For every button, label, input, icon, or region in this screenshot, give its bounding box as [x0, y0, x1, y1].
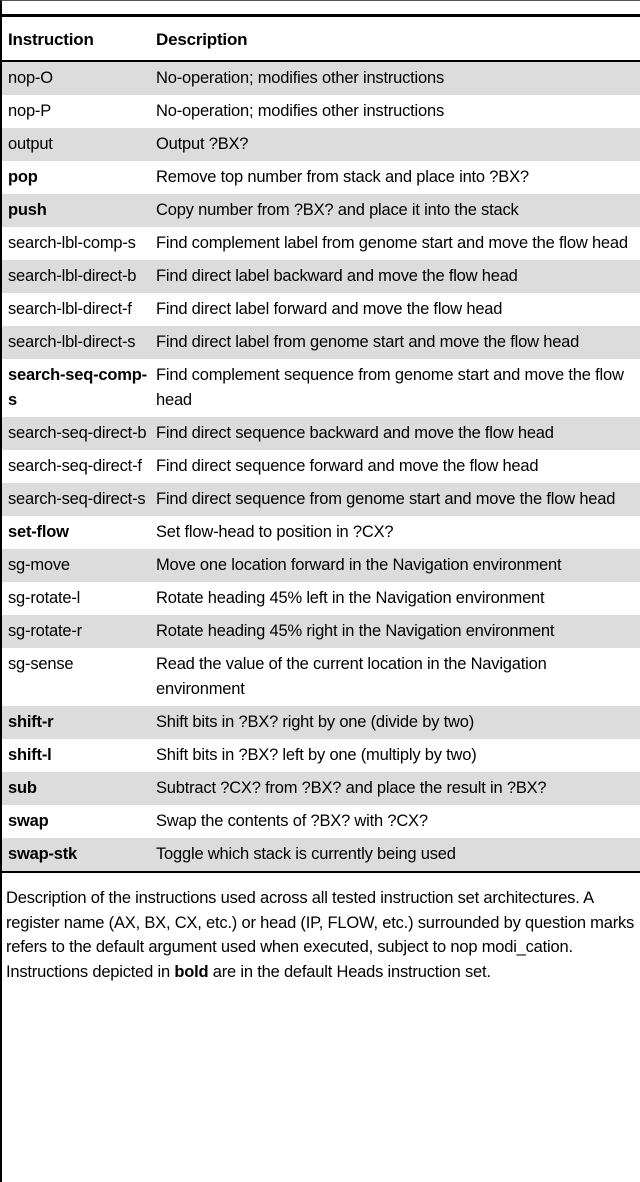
- table-caption: [2, 886, 640, 984]
- instruction-table: [2, 14, 640, 873]
- instruction-cell: search-lbl-direct-b: [8, 267, 137, 285]
- caption-text-after: are in the default Heads instruction set.: [208, 962, 491, 981]
- table-row: [2, 326, 640, 359]
- table-row: [2, 95, 640, 128]
- instruction-cell: output: [8, 135, 53, 153]
- description-cell: Shift bits in ?BX? right by one (divide by two): [156, 713, 475, 731]
- table-row: [2, 359, 640, 417]
- table-body: [2, 61, 640, 872]
- instruction-cell: sg-rotate-l: [8, 589, 81, 607]
- table-row: [2, 706, 640, 739]
- table-row: [2, 483, 640, 516]
- table-row: [2, 838, 640, 872]
- description-cell: Remove top number from stack and place into ?BX?: [156, 168, 529, 186]
- table-row: [2, 417, 640, 450]
- instruction-cell: swap: [8, 812, 49, 830]
- description-cell: Find direct sequence backward and move the flow head: [156, 424, 554, 442]
- instruction-cell: search-lbl-direct-f: [8, 300, 132, 318]
- table-row: [2, 227, 640, 260]
- description-cell: Swap the contents of ?BX? with ?CX?: [156, 812, 428, 830]
- instruction-cell: search-seq-direct-f: [8, 457, 142, 475]
- instruction-cell: search-lbl-comp-s: [8, 234, 136, 252]
- table-row: [2, 739, 640, 772]
- table-row: [2, 648, 640, 706]
- description-cell: Find direct label backward and move the flow head: [156, 267, 518, 285]
- instruction-cell: sg-sense: [8, 655, 74, 673]
- instruction-cell: sg-rotate-r: [8, 622, 82, 640]
- description-cell: Subtract ?CX? from ?BX? and place the result in ?BX?: [156, 779, 547, 797]
- instruction-cell: nop-P: [8, 102, 52, 120]
- instruction-cell: shift-r: [8, 713, 54, 731]
- description-cell: Shift bits in ?BX? left by one (multiply by two): [156, 746, 477, 764]
- instruction-cell: pop: [8, 168, 38, 186]
- instruction-cell: push: [8, 201, 47, 219]
- description-cell: Set flow-head to position in ?CX?: [156, 523, 394, 541]
- table-row: [2, 260, 640, 293]
- table-row: [2, 61, 640, 95]
- description-cell: No-operation; modifies other instructions: [156, 69, 445, 87]
- table-row: [2, 194, 640, 227]
- description-cell: Copy number from ?BX? and place it into the stack: [156, 201, 519, 219]
- instruction-cell: search-seq-comp-s: [8, 366, 147, 409]
- description-cell: Rotate heading 45% left in the Navigation environment: [156, 589, 545, 607]
- table-header: [2, 16, 640, 62]
- description-cell: No-operation; modifies other instructions: [156, 102, 445, 120]
- description-cell: Rotate heading 45% right in the Navigation environment: [156, 622, 555, 640]
- instruction-cell: search-lbl-direct-s: [8, 333, 136, 351]
- table-row: [2, 516, 640, 549]
- column-header-instruction: Instruction: [2, 16, 156, 62]
- table-row: [2, 805, 640, 838]
- description-cell: Find direct sequence from genome start and move the flow head: [156, 490, 616, 508]
- table-row: [2, 161, 640, 194]
- table-row: [2, 582, 640, 615]
- table-row: [2, 293, 640, 326]
- description-cell: Read the value of the current location in the Navigation environment: [156, 655, 547, 698]
- instruction-cell: sub: [8, 779, 37, 797]
- description-cell: Find direct sequence forward and move the flow head: [156, 457, 539, 475]
- instruction-cell: search-seq-direct-s: [8, 490, 146, 508]
- table-header-row: [2, 16, 640, 62]
- caption-bold-word: bold: [174, 962, 209, 981]
- description-cell: Find direct label from genome start and move the flow head: [156, 333, 580, 351]
- caption-text-before: Description of the instructions used across all tested instruction set architectures. A register name (AX, BX, CX, etc.) or head (IP, FLOW, etc.) surrounded by question marks refers to the default argument used when executed, subject to nop modi_cation. Instructions depicted in: [6, 889, 635, 981]
- description-cell: Find direct label forward and move the flow head: [156, 300, 503, 318]
- instruction-cell: shift-l: [8, 746, 52, 764]
- table-row: [2, 615, 640, 648]
- column-header-description: Description: [156, 16, 640, 62]
- table-row: [2, 128, 640, 161]
- description-cell: Move one location forward in the Navigation environment: [156, 556, 562, 574]
- description-cell: Toggle which stack is currently being used: [156, 845, 456, 863]
- description-cell: Find complement label from genome start and move the flow head: [156, 234, 628, 252]
- table-row: [2, 772, 640, 805]
- description-cell: Find complement sequence from genome start and move the flow head: [156, 366, 624, 409]
- instruction-cell: nop-O: [8, 69, 53, 87]
- instruction-cell: search-seq-direct-b: [8, 424, 147, 442]
- table-row: [2, 450, 640, 483]
- description-cell: Output ?BX?: [156, 135, 249, 153]
- instruction-cell: set-flow: [8, 523, 69, 541]
- instruction-cell: sg-move: [8, 556, 70, 574]
- table-row: [2, 549, 640, 582]
- instruction-cell: swap-stk: [8, 845, 78, 863]
